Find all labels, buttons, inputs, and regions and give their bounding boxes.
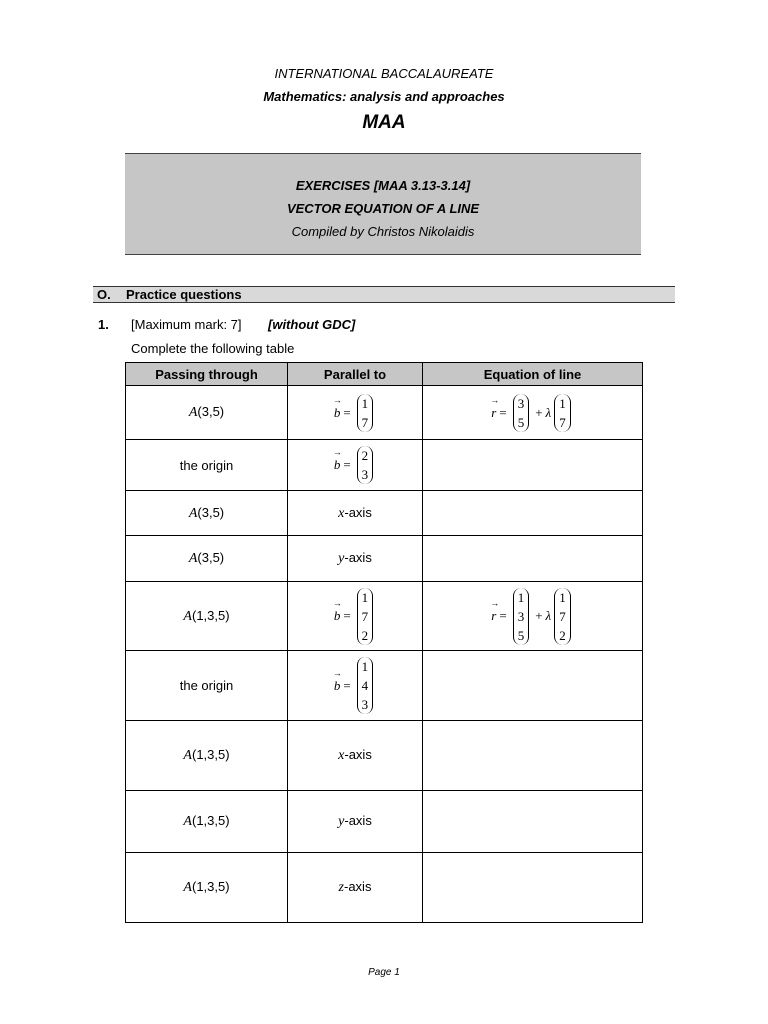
cell-passing-through [126, 440, 288, 491]
point-coordinates: (1,3,5) [191, 813, 230, 828]
matrix-entry: 2 [559, 627, 566, 643]
cell-parallel-to [288, 853, 423, 923]
axis-suffix: -axis [344, 747, 372, 762]
cell-parallel-to [288, 491, 423, 536]
page-footer: Page 1 [368, 967, 400, 978]
matrix-entry: 7 [559, 608, 566, 624]
point-letter: A [183, 608, 192, 624]
cell-passing-through [126, 386, 288, 440]
question-instruction: Complete the following table [131, 341, 295, 356]
axis-suffix: -axis [344, 879, 372, 894]
line-equation [491, 394, 573, 432]
table-row [126, 440, 643, 491]
point-coordinates: (3,5) [197, 404, 225, 419]
header-parallel-to: Parallel to [288, 363, 423, 386]
axis-suffix: -axis [344, 504, 372, 520]
cell-equation [423, 582, 643, 651]
matrix-entry: 1 [559, 395, 566, 411]
matrix-entry: 5 [517, 414, 525, 430]
question-gdc-note: [without GDC] [268, 317, 356, 332]
matrix-entry: 1 [361, 589, 369, 605]
direction-matrix [554, 588, 571, 645]
point-letter: A [188, 405, 198, 420]
axis-letter: y [338, 551, 345, 566]
axis-letter: y [338, 814, 345, 829]
equals-sign: = [499, 608, 507, 623]
table-row [126, 651, 643, 721]
point-text: the origin [179, 678, 234, 693]
equals-sign: = [343, 404, 351, 420]
matrix-entry: 2 [361, 627, 369, 643]
direction-vector [334, 394, 376, 432]
direction-matrix [357, 394, 374, 432]
table-body [126, 386, 643, 923]
cell-passing-through [126, 582, 288, 651]
point-letter: A [183, 880, 192, 895]
header-line1: INTERNATIONAL BACCALAUREATE [274, 66, 494, 81]
header-subject: Mathematics: analysis and approaches [263, 89, 505, 104]
cell-parallel-to [288, 386, 423, 440]
matrix-entry: 1 [361, 659, 369, 674]
axis-letter: z [338, 880, 344, 895]
matrix-entry: 3 [361, 467, 369, 482]
cell-parallel-to [288, 651, 423, 721]
direction-vector [334, 446, 376, 484]
cell-passing-through [126, 853, 288, 923]
plus-sign: + [535, 404, 543, 420]
point-coordinates: (1,3,5) [191, 607, 230, 623]
compiler-credit: Compiled by Christos Nikolaidis [291, 224, 475, 239]
matrix-entry: 4 [361, 678, 369, 693]
table-header-row [126, 363, 643, 386]
cell-passing-through [126, 491, 288, 536]
vector-b-symbol: → b [334, 678, 341, 694]
axis-letter: x [338, 748, 345, 763]
axis-suffix: -axis [344, 550, 372, 565]
point-coordinates: (3,5) [197, 504, 225, 520]
cell-passing-through [126, 651, 288, 721]
matrix-entry: 1 [517, 589, 525, 605]
direction-matrix [357, 657, 374, 714]
point-letter: A [188, 505, 198, 521]
cell-parallel-to [288, 440, 423, 491]
cell-equation [423, 491, 643, 536]
point-text: the origin [179, 457, 234, 473]
matrix-entry: 3 [361, 697, 369, 712]
cell-equation [423, 440, 643, 491]
lambda-symbol: λ [545, 404, 552, 420]
matrix-entry: 7 [559, 414, 566, 430]
table-row [126, 491, 643, 536]
question-mark: [Maximum mark: 7] [131, 317, 242, 332]
lambda-symbol: λ [545, 608, 552, 623]
direction-matrix [554, 394, 571, 432]
cell-equation [423, 853, 643, 923]
cell-parallel-to [288, 721, 423, 791]
topic-title: VECTOR EQUATION OF A LINE [286, 201, 480, 216]
cell-passing-through [126, 721, 288, 791]
cell-passing-through [126, 791, 288, 853]
table-row [126, 791, 643, 853]
vector-b-symbol: → b [334, 457, 341, 473]
matrix-entry: 3 [517, 395, 525, 411]
plus-sign: + [535, 608, 543, 623]
section-number: O. [97, 287, 111, 302]
cell-parallel-to [288, 791, 423, 853]
equals-sign: = [499, 404, 507, 420]
vector-b-symbol: → b [334, 608, 341, 624]
header-equation-of-line: Equation of line [423, 363, 643, 386]
matrix-entry: 2 [361, 448, 369, 463]
matrix-entry: 7 [361, 608, 369, 624]
direction-vector [334, 588, 376, 645]
table-row [126, 536, 643, 582]
point-coordinates: (1,3,5) [191, 747, 230, 762]
section-title: Practice questions [126, 287, 242, 302]
table-row [126, 853, 643, 923]
section-heading [93, 286, 675, 303]
vector-r-symbol: → r [491, 405, 496, 421]
equals-sign: = [343, 608, 351, 623]
table-row [126, 721, 643, 791]
axis-letter: x [338, 505, 345, 521]
point-coordinates: (3,5) [197, 550, 225, 565]
cell-equation [423, 791, 643, 853]
cell-parallel-to [288, 582, 423, 651]
vector-b-symbol: → b [334, 405, 341, 421]
table-row [126, 386, 643, 440]
header-passing-through: Passing through [126, 363, 288, 386]
axis-suffix: -axis [344, 813, 372, 828]
table-row [126, 582, 643, 651]
position-matrix [513, 394, 530, 432]
cell-passing-through [126, 536, 288, 582]
cell-equation [423, 386, 643, 440]
line-equation [491, 588, 573, 645]
direction-vector [334, 657, 376, 714]
point-coordinates: (1,3,5) [191, 879, 230, 894]
matrix-entry: 1 [361, 395, 369, 411]
equals-sign: = [343, 677, 351, 693]
exercise-title: EXERCISES [MAA 3.13-3.14] [295, 178, 471, 193]
point-letter: A [183, 748, 192, 763]
point-letter: A [188, 551, 198, 566]
matrix-entry: 1 [559, 589, 566, 605]
cell-equation [423, 536, 643, 582]
matrix-entry: 7 [361, 414, 369, 430]
direction-matrix [357, 588, 374, 645]
position-matrix [513, 588, 530, 645]
vector-r-symbol: → r [491, 608, 496, 624]
title-box [125, 153, 641, 255]
matrix-entry: 5 [517, 627, 525, 643]
cell-parallel-to [288, 536, 423, 582]
equals-sign: = [343, 457, 351, 472]
cell-equation [423, 721, 643, 791]
header-course-code: MAA [362, 112, 406, 133]
question-number: 1. [98, 317, 109, 332]
matrix-entry: 3 [517, 608, 525, 624]
direction-matrix [357, 446, 374, 484]
cell-equation [423, 651, 643, 721]
point-letter: A [183, 814, 192, 829]
line-equation-table [125, 362, 643, 923]
